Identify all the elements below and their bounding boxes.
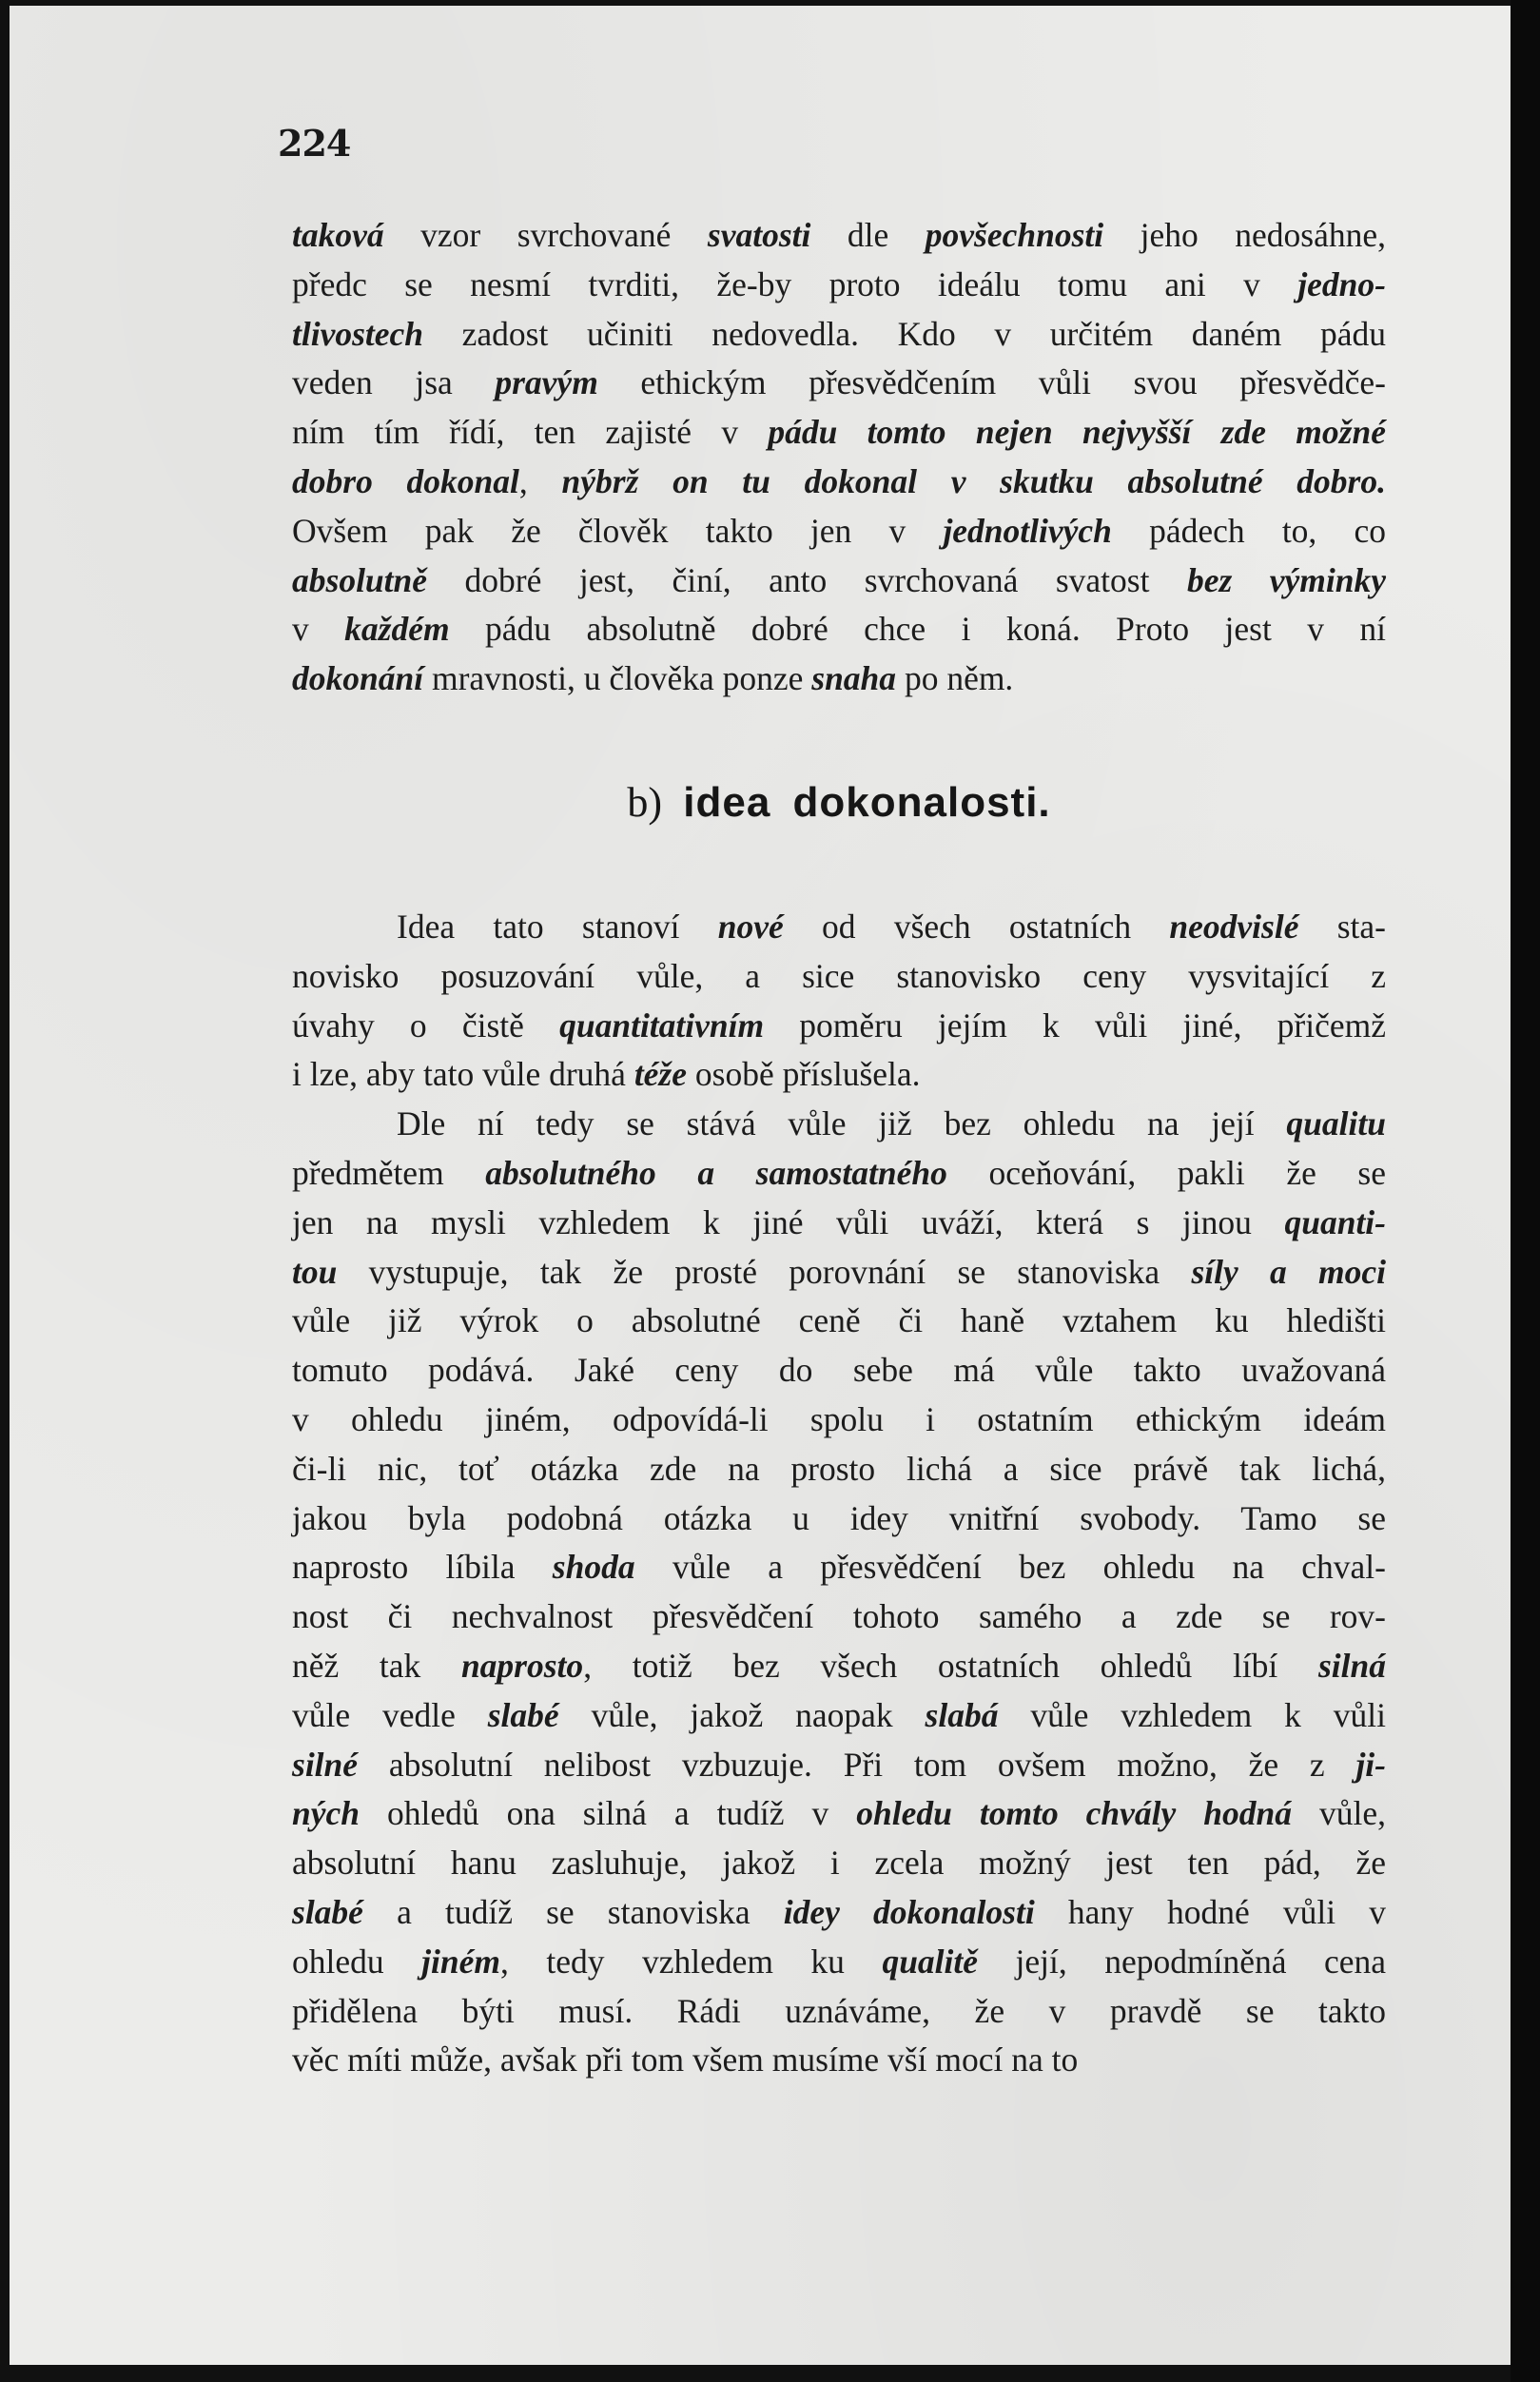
text-line	[292, 458, 1386, 507]
emphasis-span: qualitu	[1286, 1104, 1386, 1143]
text-span: vůle, jakož naopak	[558, 1695, 926, 1734]
text-line	[292, 556, 1386, 606]
text-span: pádu absolutně dobré chce i koná. Proto jest v ní	[449, 610, 1386, 649]
paragraph-3	[292, 1100, 1386, 2085]
text-span: ohledů ona silná a tudíž v	[360, 1794, 857, 1833]
text-line	[292, 654, 1386, 704]
text-span: něž tak	[292, 1646, 461, 1685]
section-heading	[292, 778, 1386, 827]
text-line	[292, 408, 1386, 458]
text-span: po něm.	[896, 659, 1014, 698]
text-span: Dle ní tedy se stává vůle již bez ohledu na její	[397, 1104, 1287, 1143]
text-span: osobě příslušela.	[687, 1055, 921, 1094]
text-span: dle	[810, 216, 926, 254]
text-span: Ovšem pak že člověk takto jen v	[292, 511, 944, 550]
emphasis-span: naprosto	[460, 1646, 584, 1685]
text-span: ohledu	[292, 1942, 422, 1981]
section-label: b)	[627, 779, 663, 826]
emphasis-span: silné	[292, 1745, 359, 1784]
text-line	[292, 261, 1386, 310]
text-span: , totiž bez všech ostatních ohledů líbí	[583, 1646, 1318, 1685]
text-span: absolutní nelibost vzbuzuje. Při tom ovšem možno, že z	[358, 1745, 1356, 1784]
text-span: Idea tato stanoví	[397, 908, 718, 946]
text-line	[292, 1691, 1386, 1741]
text-span: vůle již výrok o absolutné ceně či haně vztahem ku hledišti	[292, 1301, 1386, 1340]
text-span: vůle vzhledem k vůli	[998, 1695, 1387, 1734]
text-line	[292, 1987, 1386, 2037]
text-span: vzor svrchované	[383, 216, 708, 254]
text-span: či-li nic, toť otázka zde na prosto lichá a sice právě tak lichá,	[292, 1449, 1386, 1488]
text-line	[292, 1494, 1386, 1544]
emphasis-span: bez výminky	[1186, 560, 1387, 599]
emphasis-span: taková	[292, 216, 384, 254]
emphasis-span: quantitativním	[559, 1006, 765, 1045]
emphasis-span: jedno-	[1297, 264, 1386, 303]
text-line	[292, 1839, 1386, 1888]
text-line	[292, 211, 1386, 261]
text-span: naprosto líbila	[292, 1548, 553, 1587]
emphasis-span: téže	[634, 1055, 688, 1094]
text-span: novisko posuzování vůle, a sice stanovisko ceny vysvitající z	[292, 956, 1386, 995]
text-line	[292, 1396, 1386, 1445]
emphasis-span: pravým	[495, 363, 598, 402]
text-span: pádech to, co	[1111, 511, 1387, 550]
text-span: úvahy o čistě	[292, 1006, 560, 1045]
emphasis-span: slabé	[487, 1695, 559, 1734]
text-span: v ohledu jiném, odpovídá-li spolu i ostatním ethickým ideám	[292, 1399, 1386, 1438]
text-span: přidělena býti musí. Rádi uznáváme, že v pravdě se takto	[292, 1991, 1386, 2030]
emphasis-span: svatosti	[707, 216, 811, 254]
text-line	[292, 1149, 1386, 1199]
text-line	[292, 1543, 1386, 1592]
text-span: mravnosti, u člověka ponze	[423, 659, 812, 698]
scan-edge	[1511, 0, 1540, 2382]
paragraph-2	[292, 903, 1386, 1100]
emphasis-span: pádu tomto nejen nejvyšší zde možné	[768, 413, 1386, 452]
text-line	[292, 359, 1386, 408]
text-span: hany hodné vůli v	[1034, 1892, 1386, 1931]
text-span: jakou byla podobná otázka u idey vnitřní svobody. Tamo se	[292, 1498, 1386, 1537]
text-span: vůle,	[1292, 1794, 1386, 1833]
text-line	[292, 1248, 1386, 1298]
text-line	[292, 1789, 1386, 1839]
text-span: oceňování, pakli že se	[946, 1153, 1386, 1192]
emphasis-span: ohledu tomto chvály hodná	[856, 1794, 1293, 1833]
text-span: i lze, aby tato vůle druhá	[292, 1055, 634, 1094]
emphasis-span: každém	[344, 610, 450, 649]
text-span: od všech ostatních	[783, 908, 1170, 946]
text-span: sta-	[1298, 908, 1386, 946]
text-line	[292, 1938, 1386, 1987]
text-line	[292, 952, 1386, 1002]
emphasis-span: dobro dokonal	[292, 461, 519, 500]
text-span: jeho nedosáhne,	[1103, 216, 1386, 254]
text-line	[292, 1100, 1386, 1149]
text-line	[292, 1888, 1386, 1938]
text-span: poměru jejím k vůli jiné, přičemž	[764, 1006, 1386, 1045]
text-span: absolutní hanu zasluhuje, jakož i zcela možný jest ten pád, že	[292, 1844, 1386, 1883]
text-line	[292, 1050, 1386, 1100]
text-line	[292, 1297, 1386, 1346]
text-line	[292, 605, 1386, 654]
text-span: vůle a přesvědčení bez ohledu na chval-	[634, 1548, 1386, 1587]
text-span: její, nepodmíněná cena	[978, 1942, 1386, 1981]
text-span: v	[292, 610, 345, 649]
emphasis-span: jednotlivých	[943, 511, 1112, 550]
text-line	[292, 1592, 1386, 1642]
text-span: , tedy vzhledem ku	[499, 1942, 883, 1981]
emphasis-span: síly a moci	[1191, 1252, 1386, 1291]
emphasis-span: quanti-	[1284, 1202, 1386, 1241]
emphasis-span: snaha	[811, 659, 897, 698]
text-span: vůle vedle	[292, 1695, 488, 1734]
text-line	[292, 1346, 1386, 1396]
text-span: ním tím řídí, ten zajisté v	[292, 413, 769, 452]
emphasis-span: tou	[292, 1252, 338, 1291]
text-span: ethickým přesvědčením vůli svou přesvědče-	[597, 363, 1386, 402]
emphasis-span: tlivostech	[292, 314, 424, 353]
text-span: a tudíž se stanoviska	[362, 1892, 784, 1931]
text-line	[292, 1002, 1386, 1051]
emphasis-span: slabé	[292, 1892, 363, 1931]
emphasis-span: dokonání	[292, 659, 424, 698]
emphasis-span: povšechnosti	[925, 216, 1104, 254]
text-line	[292, 2036, 1386, 2085]
text-line	[292, 1642, 1386, 1691]
text-line	[292, 1445, 1386, 1494]
text-span: tomuto podává. Jaké ceny do sebe má vůle takto uvažovaná	[292, 1351, 1386, 1390]
text-line	[292, 903, 1386, 952]
emphasis-span: absolutného a samostatného	[485, 1153, 947, 1192]
text-line	[292, 507, 1386, 556]
emphasis-span: shoda	[552, 1548, 635, 1587]
page-number: 224	[278, 122, 351, 165]
body-text	[292, 903, 1386, 2085]
text-span: předmětem	[292, 1153, 486, 1192]
emphasis-span: ji-	[1355, 1745, 1386, 1784]
text-span: zadost učiniti nedovedla. Kdo v určitém daném pádu	[423, 314, 1386, 353]
text-span: veden jsa	[292, 363, 496, 402]
text-span: předc se nesmí tvrditi, že-by proto ideálu tomu ani v	[292, 264, 1298, 303]
paragraph-1	[292, 211, 1386, 704]
emphasis-span: idey dokonalosti	[783, 1892, 1035, 1931]
book-page	[10, 6, 1511, 2365]
emphasis-span: absolutně	[292, 560, 428, 599]
text-line	[292, 1741, 1386, 1790]
emphasis-span: nýbrž on tu dokonal v skutku absolutné dobro.	[561, 461, 1386, 500]
emphasis-span: qualitě	[882, 1942, 979, 1981]
emphasis-span: silná	[1317, 1646, 1386, 1685]
emphasis-span: neodvislé	[1169, 908, 1299, 946]
text-line	[292, 1199, 1386, 1248]
text-span: věc míti může, avšak při tom všem musíme vší mocí na to	[292, 2040, 1079, 2079]
text-span: nost či nechvalnost přesvědčení tohoto samého a zde se rov-	[292, 1597, 1386, 1636]
text-span: vystupuje, tak že prosté porovnání se stanoviska	[337, 1252, 1192, 1291]
text-span: ,	[518, 461, 562, 500]
text-span: jen na mysli vzhledem k jiné vůli uváží, která s jinou	[292, 1202, 1285, 1241]
text-span: dobré jest, činí, anto svrchovaná svatost	[427, 560, 1187, 599]
emphasis-span: jiném	[421, 1942, 500, 1981]
emphasis-span: nové	[717, 908, 784, 946]
emphasis-span: slabá	[925, 1695, 999, 1734]
text-line	[292, 310, 1386, 360]
section-title: idea dokonalosti.	[683, 779, 1051, 826]
emphasis-span: ných	[292, 1794, 360, 1833]
